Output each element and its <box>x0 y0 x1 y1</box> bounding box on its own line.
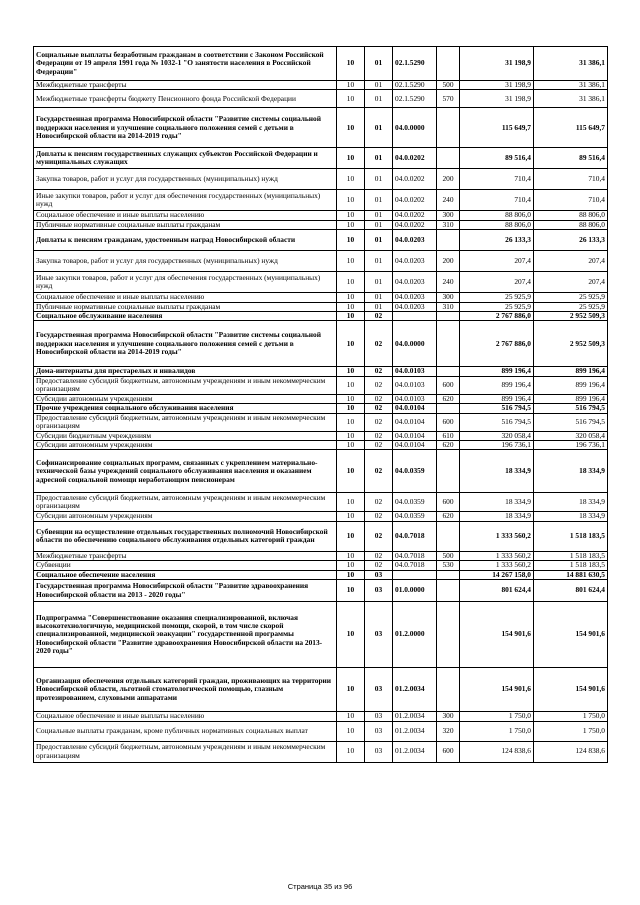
row-podrazdel: 02 <box>365 394 393 403</box>
row-expense-type: 310 <box>437 302 460 311</box>
row-amount-year2: 516 794,5 <box>534 413 608 431</box>
row-razdel: 10 <box>337 413 365 431</box>
row-amount-year1: 196 736,1 <box>460 441 534 450</box>
row-amount-year2: 124 838,6 <box>534 741 608 762</box>
row-amount-year1: 124 838,6 <box>460 741 534 762</box>
row-name: Прочие учреждения социального обслуживания населения <box>34 404 337 413</box>
row-target-article: 04.0.0202 <box>393 220 437 229</box>
row-name: Доплаты к пенсиям государственных служащих субъектов Российской Федерации и муниципальных служащих <box>34 148 337 169</box>
row-podrazdel: 02 <box>365 413 393 431</box>
row-amount-year2: 14 881 630,5 <box>534 570 608 579</box>
row-razdel: 10 <box>337 376 365 394</box>
row-podrazdel: 01 <box>365 90 393 108</box>
row-expense-type: 610 <box>437 431 460 440</box>
table-row <box>34 551 608 560</box>
row-podrazdel: 02 <box>365 321 393 367</box>
row-amount-year2: 516 794,5 <box>534 404 608 413</box>
row-razdel: 10 <box>337 312 365 321</box>
row-amount-year1: 18 334,9 <box>460 512 534 521</box>
table-row <box>34 431 608 440</box>
row-name: Межбюджетные трансферты <box>34 551 337 560</box>
row-name: Социальное обеспечение и иные выплаты населению <box>34 211 337 220</box>
row-name: Предоставление субсидий бюджетным, автономным учреждениям и иным некоммерческим организациям <box>34 741 337 762</box>
row-target-article: 04.0.0359 <box>393 450 437 493</box>
row-target-article: 04.0.0359 <box>393 493 437 512</box>
row-name: Софинансирование социальных программ, связанных с укреплением материально-технической базы учреждений социального обслуживания населения и оказанием адресной социальной помощи неработающим пенсионерам <box>34 450 337 493</box>
row-expense-type: 530 <box>437 561 460 570</box>
row-podrazdel: 02 <box>365 441 393 450</box>
table-row <box>34 441 608 450</box>
row-name: Социальные выплаты гражданам, кроме публичных нормативных социальных выплат <box>34 721 337 741</box>
row-amount-year1: 154 901,6 <box>460 602 534 668</box>
row-amount-year2: 207,4 <box>534 272 608 293</box>
row-target-article: 04.0.7018 <box>393 561 437 570</box>
table-row <box>34 450 608 493</box>
row-target-article: 04.0.0000 <box>393 321 437 367</box>
row-podrazdel: 01 <box>365 251 393 272</box>
row-amount-year2: 710,4 <box>534 169 608 190</box>
table-row <box>34 493 608 512</box>
row-podrazdel: 02 <box>365 512 393 521</box>
row-razdel: 10 <box>337 441 365 450</box>
row-target-article: 01.2.0034 <box>393 668 437 712</box>
row-amount-year1: 207,4 <box>460 272 534 293</box>
table-row <box>34 47 608 81</box>
row-target-article: 04.0.0203 <box>393 272 437 293</box>
row-amount-year1: 1 333 560,2 <box>460 551 534 560</box>
row-target-article: 04.0.0203 <box>393 251 437 272</box>
row-amount-year1: 516 794,5 <box>460 413 534 431</box>
row-target-article: 02.1.5290 <box>393 47 437 81</box>
row-expense-type: 320 <box>437 721 460 741</box>
table-row <box>34 230 608 251</box>
row-amount-year1: 1 750,0 <box>460 712 534 721</box>
row-razdel: 10 <box>337 668 365 712</box>
table-row <box>34 190 608 211</box>
row-name: Государственная программа Новосибирской области "Развитие системы социальной поддержки населения и улучшение социального положения семей с детьми в Новосибирской области на 2014-2019 годы" <box>34 321 337 367</box>
row-amount-year2: 154 901,6 <box>534 602 608 668</box>
table-row <box>34 367 608 376</box>
row-name: Предоставление субсидий бюджетным, автономным учреждениям и иным некоммерческим организациям <box>34 493 337 512</box>
table-row <box>34 251 608 272</box>
row-amount-year2: 207,4 <box>534 251 608 272</box>
row-razdel: 10 <box>337 220 365 229</box>
table-row <box>34 741 608 762</box>
row-amount-year2: 25 925,9 <box>534 302 608 311</box>
row-razdel: 10 <box>337 712 365 721</box>
row-podrazdel: 01 <box>365 190 393 211</box>
row-razdel: 10 <box>337 404 365 413</box>
table-row <box>34 668 608 712</box>
row-razdel: 10 <box>337 512 365 521</box>
row-target-article: 04.0.0203 <box>393 293 437 302</box>
row-amount-year2: 89 516,4 <box>534 148 608 169</box>
row-amount-year1: 801 624,4 <box>460 580 534 602</box>
row-amount-year1: 516 794,5 <box>460 404 534 413</box>
row-amount-year2: 710,4 <box>534 190 608 211</box>
row-target-article: 04.0.0202 <box>393 169 437 190</box>
row-target-article: 01.2.0034 <box>393 712 437 721</box>
row-target-article <box>393 312 437 321</box>
row-target-article: 04.0.7018 <box>393 551 437 560</box>
table-row <box>34 712 608 721</box>
row-name: Иные закупки товаров, работ и услуг для обеспечения государственных (муниципальных) нужд <box>34 190 337 211</box>
row-name: Иные закупки товаров, работ и услуг для обеспечения государственных (муниципальных) нужд <box>34 272 337 293</box>
row-amount-year1: 710,4 <box>460 190 534 211</box>
row-expense-type <box>437 668 460 712</box>
row-amount-year1: 88 806,0 <box>460 211 534 220</box>
row-target-article: 04.0.7018 <box>393 521 437 551</box>
row-expense-type <box>437 321 460 367</box>
row-amount-year1: 899 196,4 <box>460 376 534 394</box>
table-row <box>34 90 608 108</box>
page-number: Страница 35 из 96 <box>287 882 353 891</box>
row-name: Закупка товаров, работ и услуг для государственных (муниципальных) нужд <box>34 169 337 190</box>
row-amount-year2: 31 386,1 <box>534 90 608 108</box>
row-expense-type: 600 <box>437 741 460 762</box>
row-amount-year1: 1 333 560,2 <box>460 561 534 570</box>
row-expense-type: 240 <box>437 190 460 211</box>
row-amount-year2: 801 624,4 <box>534 580 608 602</box>
row-expense-type <box>437 148 460 169</box>
row-podrazdel: 01 <box>365 169 393 190</box>
row-target-article <box>393 570 437 579</box>
row-amount-year2: 25 925,9 <box>534 293 608 302</box>
row-target-article: 01.2.0034 <box>393 721 437 741</box>
row-amount-year2: 2 952 509,3 <box>534 321 608 367</box>
table-row <box>34 580 608 602</box>
row-target-article: 04.0.0359 <box>393 512 437 521</box>
row-amount-year1: 18 334,9 <box>460 493 534 512</box>
table-row <box>34 108 608 148</box>
budget-table <box>33 46 608 763</box>
row-razdel: 10 <box>337 108 365 148</box>
row-target-article: 04.0.0103 <box>393 376 437 394</box>
row-podrazdel: 03 <box>365 580 393 602</box>
row-podrazdel: 01 <box>365 302 393 311</box>
row-amount-year1: 31 198,9 <box>460 81 534 90</box>
row-amount-year2: 320 058,4 <box>534 431 608 440</box>
row-podrazdel: 03 <box>365 668 393 712</box>
table-row <box>34 521 608 551</box>
row-amount-year1: 25 925,9 <box>460 293 534 302</box>
row-expense-type <box>437 312 460 321</box>
row-podrazdel: 02 <box>365 551 393 560</box>
row-amount-year1: 710,4 <box>460 169 534 190</box>
table-row <box>34 561 608 570</box>
row-amount-year1: 2 767 886,0 <box>460 312 534 321</box>
row-target-article: 01.2.0000 <box>393 602 437 668</box>
row-expense-type <box>437 602 460 668</box>
row-podrazdel: 01 <box>365 108 393 148</box>
row-name: Субсидии автономным учреждениям <box>34 441 337 450</box>
row-amount-year2: 1 750,0 <box>534 721 608 741</box>
row-podrazdel: 01 <box>365 272 393 293</box>
row-target-article: 02.1.5290 <box>393 90 437 108</box>
row-name: Социальное обеспечение населения <box>34 570 337 579</box>
row-razdel: 10 <box>337 211 365 220</box>
row-expense-type: 200 <box>437 169 460 190</box>
row-name: Межбюджетные трансферты бюджету Пенсионного фонда Российской Федерации <box>34 90 337 108</box>
table-row <box>34 272 608 293</box>
row-razdel: 10 <box>337 561 365 570</box>
table-row <box>34 148 608 169</box>
row-podrazdel: 01 <box>365 81 393 90</box>
row-name: Социальные выплаты безработным гражданам в соответствии с Законом Российской Федерации от 19 апреля 1991 года № 1032-1 "О занятости населения в Российской Федерации" <box>34 47 337 81</box>
row-podrazdel: 03 <box>365 712 393 721</box>
row-podrazdel: 02 <box>365 431 393 440</box>
row-name: Государственная программа Новосибирской области "Развитие здравоохранения Новосибирской области на 2013 - 2020 годы" <box>34 580 337 602</box>
row-razdel: 10 <box>337 450 365 493</box>
row-amount-year2: 2 952 509,3 <box>534 312 608 321</box>
row-target-article: 01.0.0000 <box>393 580 437 602</box>
row-name: Социальное обеспечение и иные выплаты населению <box>34 712 337 721</box>
row-amount-year1: 25 925,9 <box>460 302 534 311</box>
table-row <box>34 321 608 367</box>
row-amount-year1: 115 649,7 <box>460 108 534 148</box>
row-expense-type <box>437 521 460 551</box>
row-amount-year2: 899 196,4 <box>534 367 608 376</box>
row-podrazdel: 01 <box>365 211 393 220</box>
row-expense-type <box>437 108 460 148</box>
row-target-article: 01.2.0034 <box>393 741 437 762</box>
row-podrazdel: 01 <box>365 47 393 81</box>
row-podrazdel: 03 <box>365 741 393 762</box>
row-expense-type <box>437 404 460 413</box>
row-podrazdel: 02 <box>365 367 393 376</box>
row-amount-year1: 2 767 886,0 <box>460 321 534 367</box>
row-expense-type <box>437 47 460 81</box>
row-name: Дома-интернаты для престарелых и инвалидов <box>34 367 337 376</box>
row-razdel: 10 <box>337 394 365 403</box>
row-expense-type: 240 <box>437 272 460 293</box>
table-row <box>34 394 608 403</box>
row-name: Предоставление субсидий бюджетным, автономным учреждениям и иным некоммерческим организациям <box>34 376 337 394</box>
row-amount-year1: 1 333 560,2 <box>460 521 534 551</box>
table-row <box>34 81 608 90</box>
row-razdel: 10 <box>337 570 365 579</box>
row-expense-type: 310 <box>437 220 460 229</box>
row-razdel: 10 <box>337 551 365 560</box>
row-target-article: 04.0.0202 <box>393 211 437 220</box>
row-razdel: 10 <box>337 81 365 90</box>
row-razdel: 10 <box>337 521 365 551</box>
row-name: Публичные нормативные социальные выплаты гражданам <box>34 302 337 311</box>
row-name: Организация обеспечения отдельных категорий граждан, проживающих на территории Новосибирской области, льготной стоматологической помощью, глазным протезированием, слуховыми аппаратами <box>34 668 337 712</box>
row-target-article: 04.0.0103 <box>393 367 437 376</box>
row-amount-year2: 899 196,4 <box>534 394 608 403</box>
row-razdel: 10 <box>337 230 365 251</box>
row-name: Социальное обслуживание населения <box>34 312 337 321</box>
row-expense-type: 600 <box>437 376 460 394</box>
row-razdel: 10 <box>337 169 365 190</box>
row-name: Межбюджетные трансферты <box>34 81 337 90</box>
row-razdel: 10 <box>337 272 365 293</box>
row-podrazdel: 02 <box>365 561 393 570</box>
table-row <box>34 312 608 321</box>
row-podrazdel: 01 <box>365 148 393 169</box>
row-expense-type: 600 <box>437 413 460 431</box>
row-target-article: 04.0.0104 <box>393 413 437 431</box>
row-amount-year2: 18 334,9 <box>534 493 608 512</box>
row-target-article: 04.0.0103 <box>393 394 437 403</box>
table-body <box>34 47 608 763</box>
table-row <box>34 404 608 413</box>
row-expense-type <box>437 230 460 251</box>
row-podrazdel: 02 <box>365 312 393 321</box>
row-razdel: 10 <box>337 493 365 512</box>
row-podrazdel: 02 <box>365 493 393 512</box>
table-row <box>34 220 608 229</box>
row-target-article: 04.0.0203 <box>393 302 437 311</box>
row-expense-type: 200 <box>437 251 460 272</box>
row-target-article: 04.0.0104 <box>393 404 437 413</box>
row-amount-year1: 18 334,9 <box>460 450 534 493</box>
row-podrazdel: 01 <box>365 220 393 229</box>
row-razdel: 10 <box>337 431 365 440</box>
row-podrazdel: 02 <box>365 521 393 551</box>
row-podrazdel: 03 <box>365 721 393 741</box>
table-row <box>34 602 608 668</box>
row-razdel: 10 <box>337 47 365 81</box>
row-razdel: 10 <box>337 293 365 302</box>
row-razdel: 10 <box>337 302 365 311</box>
row-podrazdel: 03 <box>365 602 393 668</box>
row-amount-year1: 89 516,4 <box>460 148 534 169</box>
table-row <box>34 376 608 394</box>
row-amount-year2: 1 518 183,5 <box>534 561 608 570</box>
row-expense-type: 620 <box>437 394 460 403</box>
row-expense-type <box>437 450 460 493</box>
row-amount-year1: 31 198,9 <box>460 47 534 81</box>
row-name: Субвенции <box>34 561 337 570</box>
row-target-article: 04.0.0202 <box>393 190 437 211</box>
row-amount-year1: 31 198,9 <box>460 90 534 108</box>
row-amount-year2: 115 649,7 <box>534 108 608 148</box>
row-amount-year1: 26 133,3 <box>460 230 534 251</box>
row-amount-year2: 18 334,9 <box>534 512 608 521</box>
row-amount-year2: 31 386,1 <box>534 47 608 81</box>
row-name: Субсидии бюджетным учреждениям <box>34 431 337 440</box>
table-row <box>34 413 608 431</box>
row-name: Подпрограмма "Совершенствование оказания специализированной, включая высокотехнологичную, медицинской помощи, скорой, в том числе скорой специализированной, медицинской эвакуации" государственной программы Новосибирской области "Развитие здравоохранения Новосибирской области на 2013-2020 годы" <box>34 602 337 668</box>
row-amount-year1: 320 058,4 <box>460 431 534 440</box>
row-expense-type: 620 <box>437 512 460 521</box>
row-amount-year1: 88 806,0 <box>460 220 534 229</box>
row-target-article: 04.0.0104 <box>393 441 437 450</box>
row-podrazdel: 02 <box>365 376 393 394</box>
row-amount-year2: 154 901,6 <box>534 668 608 712</box>
row-podrazdel: 01 <box>365 293 393 302</box>
row-expense-type: 300 <box>437 211 460 220</box>
row-amount-year2: 1 518 183,5 <box>534 521 608 551</box>
table-row <box>34 512 608 521</box>
row-amount-year2: 899 196,4 <box>534 376 608 394</box>
row-amount-year2: 26 133,3 <box>534 230 608 251</box>
row-razdel: 10 <box>337 721 365 741</box>
row-expense-type: 570 <box>437 90 460 108</box>
row-razdel: 10 <box>337 190 365 211</box>
row-name: Субсидии автономным учреждениям <box>34 512 337 521</box>
row-expense-type: 300 <box>437 293 460 302</box>
row-expense-type <box>437 367 460 376</box>
table-row <box>34 169 608 190</box>
row-razdel: 10 <box>337 367 365 376</box>
row-name: Публичные нормативные социальные выплаты гражданам <box>34 220 337 229</box>
row-name: Предоставление субсидий бюджетным, автономным учреждениям и иным некоммерческим организациям <box>34 413 337 431</box>
row-expense-type: 500 <box>437 81 460 90</box>
row-amount-year1: 207,4 <box>460 251 534 272</box>
row-target-article: 04.0.0000 <box>393 108 437 148</box>
row-amount-year2: 88 806,0 <box>534 211 608 220</box>
table-row <box>34 293 608 302</box>
row-razdel: 10 <box>337 321 365 367</box>
row-expense-type <box>437 580 460 602</box>
row-amount-year2: 1 518 183,5 <box>534 551 608 560</box>
row-target-article: 04.0.0202 <box>393 148 437 169</box>
table-row <box>34 211 608 220</box>
row-expense-type <box>437 570 460 579</box>
row-razdel: 10 <box>337 741 365 762</box>
row-name: Закупка товаров, работ и услуг для государственных (муниципальных) нужд <box>34 251 337 272</box>
row-name: Субсидии автономным учреждениям <box>34 394 337 403</box>
row-podrazdel: 02 <box>365 450 393 493</box>
row-amount-year2: 1 750,0 <box>534 712 608 721</box>
row-podrazdel: 02 <box>365 404 393 413</box>
row-razdel: 10 <box>337 251 365 272</box>
table-row <box>34 302 608 311</box>
row-podrazdel: 03 <box>365 570 393 579</box>
row-name: Доплаты к пенсиям гражданам, удостоенным наград Новосибирской области <box>34 230 337 251</box>
table-row <box>34 570 608 579</box>
row-amount-year1: 1 750,0 <box>460 721 534 741</box>
row-expense-type: 620 <box>437 441 460 450</box>
row-name: Социальное обеспечение и иные выплаты населению <box>34 293 337 302</box>
row-name: Субвенции на осуществление отдельных государственных полномочий Новосибирской области по обеспечению социального обслуживания отдельных категорий граждан <box>34 521 337 551</box>
row-amount-year1: 899 196,4 <box>460 394 534 403</box>
row-target-article: 04.0.0104 <box>393 431 437 440</box>
row-name: Государственная программа Новосибирской области "Развитие системы социальной поддержки населения и улучшение социального положения семей с детьми в Новосибирской области на 2014-2019 годы" <box>34 108 337 148</box>
row-amount-year1: 14 267 158,0 <box>460 570 534 579</box>
row-expense-type: 600 <box>437 493 460 512</box>
row-razdel: 10 <box>337 580 365 602</box>
row-target-article: 02.1.5290 <box>393 81 437 90</box>
table-row <box>34 721 608 741</box>
row-amount-year2: 18 334,9 <box>534 450 608 493</box>
row-razdel: 10 <box>337 148 365 169</box>
row-podrazdel: 01 <box>365 230 393 251</box>
row-razdel: 10 <box>337 90 365 108</box>
row-amount-year1: 899 196,4 <box>460 367 534 376</box>
row-amount-year2: 196 736,1 <box>534 441 608 450</box>
row-expense-type: 500 <box>437 551 460 560</box>
row-expense-type: 300 <box>437 712 460 721</box>
row-target-article: 04.0.0203 <box>393 230 437 251</box>
row-razdel: 10 <box>337 602 365 668</box>
row-amount-year2: 88 806,0 <box>534 220 608 229</box>
row-amount-year1: 154 901,6 <box>460 668 534 712</box>
row-amount-year2: 31 386,1 <box>534 81 608 90</box>
